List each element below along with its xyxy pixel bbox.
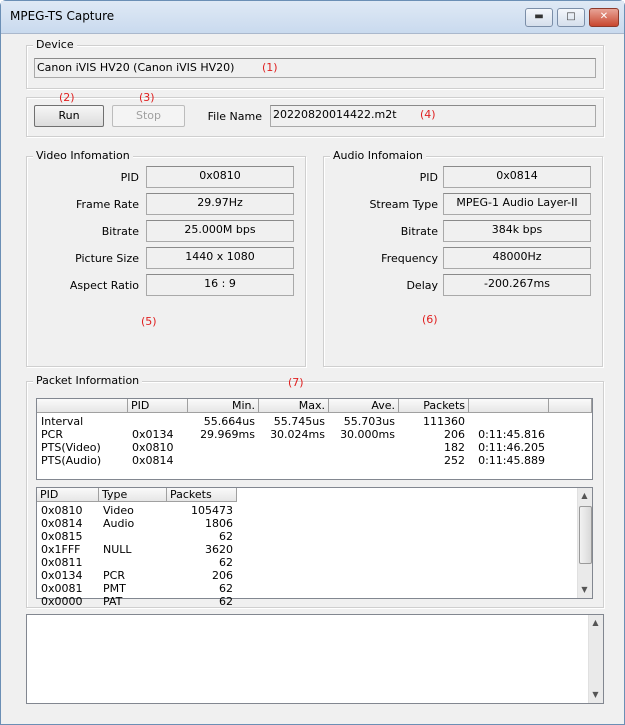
pid-cell: NULL — [103, 543, 132, 556]
marker-1: (1) — [262, 61, 278, 74]
minimize-icon: ▬ — [534, 11, 544, 22]
pid-cell: 1806 — [205, 517, 233, 530]
log-scrollbar[interactable] — [588, 615, 603, 703]
pid-cell: 0x0810 — [41, 504, 83, 517]
maximize-icon: □ — [566, 11, 576, 22]
device-field[interactable]: Canon iVIS HV20 (Canon iVIS HV20) — [34, 58, 596, 78]
log-area[interactable] — [26, 614, 604, 704]
pid-cell: PAT — [103, 595, 123, 608]
pid-scrollbar[interactable] — [577, 488, 592, 598]
pid-cell: Video — [103, 504, 134, 517]
timing-header-4[interactable]: Ave. — [329, 399, 399, 413]
timing-cell: 0:11:45.889 — [478, 454, 545, 467]
pid-cell: 0x0000 — [41, 595, 83, 608]
run-button[interactable]: Run — [34, 105, 104, 127]
audio-info-group — [323, 149, 603, 367]
packet-info-label: Packet Information — [33, 374, 142, 387]
timing-cell: 206 — [444, 428, 465, 441]
video-aspect-label: Aspect Ratio — [69, 279, 139, 292]
video-bitrate-label: Bitrate — [101, 225, 139, 238]
pid-cell: 0x0814 — [41, 517, 83, 530]
video-info-label: Video Infomation — [33, 149, 133, 162]
pid-cell: 0x0081 — [41, 582, 83, 595]
scroll-down-icon[interactable]: ▼ — [581, 585, 588, 594]
timing-cell: PTS(Video) — [41, 441, 101, 454]
timing-header-filler — [549, 399, 592, 413]
stop-button[interactable]: Stop — [112, 105, 185, 127]
marker-6: (6) — [422, 313, 438, 326]
pid-cell: 62 — [219, 582, 233, 595]
device-group — [26, 38, 604, 89]
timing-header-5[interactable]: Packets — [399, 399, 469, 413]
timing-cell: PCR — [41, 428, 63, 441]
timing-cell: 111360 — [423, 415, 465, 428]
video-picturesize-field: 1440 x 1080 — [146, 247, 294, 269]
timing-cell: 0x0134 — [132, 428, 174, 441]
title-bar[interactable] — [1, 1, 624, 34]
pid-cell: 0x1FFF — [41, 543, 81, 556]
marker-4: (4) — [420, 108, 436, 121]
audio-streamtype-label: Stream Type — [369, 198, 438, 211]
pid-list-view[interactable] — [36, 487, 593, 608]
pid-cell: PCR — [103, 569, 125, 582]
timing-cell: 55.664us — [203, 415, 255, 428]
pid-header-2[interactable]: Packets — [167, 488, 237, 502]
minimize-button[interactable] — [525, 8, 553, 27]
pid-cell: 62 — [219, 556, 233, 569]
timing-cell: 55.703us — [343, 415, 395, 428]
pid-cell: 0x0811 — [41, 556, 83, 569]
close-icon: ✕ — [599, 11, 609, 22]
audio-bitrate-field: 384k bps — [443, 220, 591, 242]
audio-frequency-field: 48000Hz — [443, 247, 591, 269]
timing-header-6[interactable] — [469, 399, 549, 413]
audio-delay-label: Delay — [406, 279, 438, 292]
audio-pid-field: 0x0814 — [443, 166, 591, 188]
timing-cell: 182 — [444, 441, 465, 454]
pid-header-1[interactable]: Type — [99, 488, 167, 502]
timing-list-view[interactable] — [36, 398, 593, 480]
video-bitrate-field: 25.000M bps — [146, 220, 294, 242]
timing-cell: 0:11:45.816 — [478, 428, 545, 441]
timing-cell: 0x0814 — [132, 454, 174, 467]
window-title: MPEG-TS Capture — [10, 9, 115, 23]
pid-header-0[interactable]: PID — [37, 488, 99, 502]
timing-header-3[interactable]: Max. — [259, 399, 329, 413]
pid-cell: 62 — [219, 595, 233, 608]
timing-cell: 0:11:46.205 — [478, 441, 545, 454]
pid-cell: 206 — [212, 569, 233, 582]
pid-cell: 3620 — [205, 543, 233, 556]
timing-cell: PTS(Audio) — [41, 454, 102, 467]
timing-cell: 252 — [444, 454, 465, 467]
pid-cell: 0x0134 — [41, 569, 83, 582]
filename-label: File Name — [207, 110, 262, 123]
maximize-button[interactable] — [557, 8, 585, 27]
pid-cell: 105473 — [191, 504, 233, 517]
pid-cell: 0x0815 — [41, 530, 83, 543]
control-group — [26, 97, 604, 137]
marker-5: (5) — [141, 315, 157, 328]
timing-cell: 29.969ms — [200, 428, 255, 441]
video-aspect-field: 16 : 9 — [146, 274, 294, 296]
video-info-group — [26, 149, 306, 367]
video-framerate-label: Frame Rate — [76, 198, 139, 211]
log-scroll-up-icon[interactable]: ▲ — [592, 618, 599, 627]
audio-delay-field: -200.267ms — [443, 274, 591, 296]
timing-header-1[interactable]: PID — [128, 399, 188, 413]
filename-field[interactable]: 20220820014422.m2t — [270, 105, 596, 127]
marker-3: (3) — [139, 91, 155, 104]
marker-7: (7) — [288, 376, 304, 389]
video-pid-label: PID — [120, 171, 139, 184]
video-picturesize-label: Picture Size — [75, 252, 139, 265]
close-button[interactable] — [589, 8, 619, 27]
video-framerate-field: 29.97Hz — [146, 193, 294, 215]
video-pid-field: 0x0810 — [146, 166, 294, 188]
pid-cell: PMT — [103, 582, 126, 595]
timing-cell: 0x0810 — [132, 441, 174, 454]
audio-streamtype-field: MPEG-1 Audio Layer-II — [443, 193, 591, 215]
audio-info-label: Audio Infomaion — [330, 149, 426, 162]
marker-2: (2) — [59, 91, 75, 104]
timing-cell: Interval — [41, 415, 84, 428]
audio-pid-label: PID — [419, 171, 438, 184]
timing-header-2[interactable]: Min. — [188, 399, 259, 413]
timing-cell: 30.024ms — [270, 428, 325, 441]
timing-cell: 30.000ms — [340, 428, 395, 441]
audio-bitrate-label: Bitrate — [400, 225, 438, 238]
audio-frequency-label: Frequency — [381, 252, 438, 265]
log-scroll-down-icon[interactable]: ▼ — [592, 690, 599, 699]
device-group-label: Device — [33, 38, 77, 51]
pid-cell: Audio — [103, 517, 135, 530]
pid-cell: 62 — [219, 530, 233, 543]
scroll-up-icon[interactable]: ▲ — [581, 491, 588, 500]
timing-header-0[interactable] — [37, 399, 128, 413]
timing-cell: 55.745us — [273, 415, 325, 428]
scroll-thumb[interactable] — [579, 506, 592, 564]
